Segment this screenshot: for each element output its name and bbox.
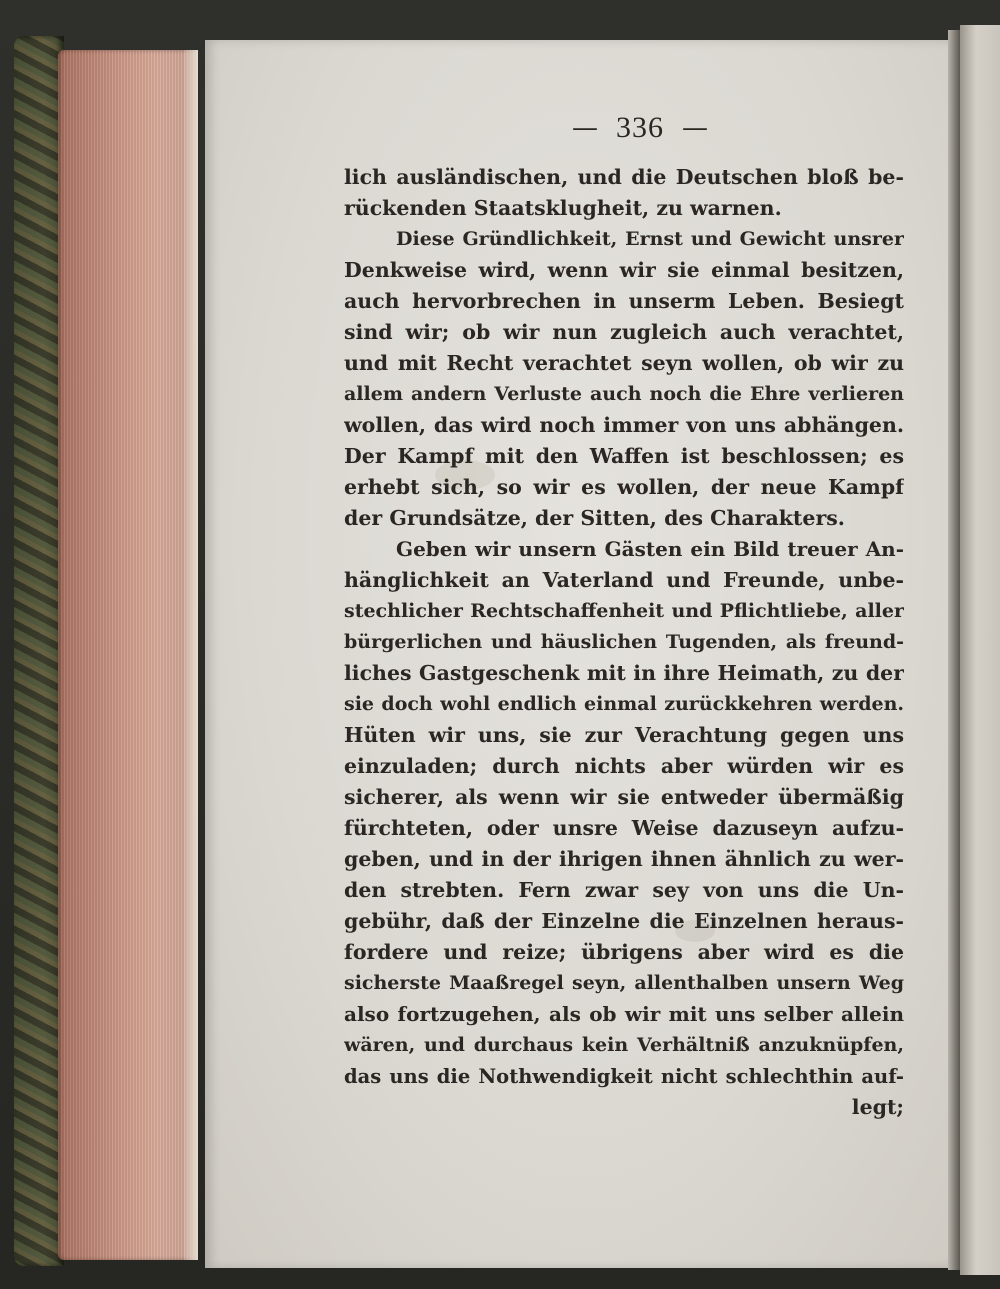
text-line: erhebt sich, so wir es wollen, der neue Kampf (344, 475, 904, 499)
text-line: der Grundsätze, der Sitten, des Charakters. (344, 506, 845, 530)
text-line: fordere und reize; übrigens aber wird es die (344, 940, 904, 964)
page-block-edge (58, 50, 198, 1260)
text-line: sicherste Maaßregel seyn, allenthalben unsern Weg (344, 972, 904, 994)
catchword: legt; (851, 1095, 904, 1119)
page-number: 336 (616, 111, 664, 144)
header-dash-left: — (572, 113, 598, 143)
page-header (540, 108, 740, 148)
text-line: fürchteten, oder unsre Weise dazuseyn aufzu- (344, 816, 904, 840)
text-line: also fortzugehen, als ob wir mit uns selber allein (344, 1002, 904, 1026)
text-line: wollen, das wird noch immer von uns abhängen. (344, 413, 904, 437)
text-line: sind wir; ob wir nun zugleich auch verachtet, (344, 320, 904, 344)
text-line: sie doch wohl endlich einmal zurückkehren werden. (344, 693, 904, 715)
text-line: und mit Recht verachtet seyn wollen, ob wir zu (344, 351, 904, 375)
text-line: liches Gastgeschenk mit in ihre Heimath, zu der (344, 661, 904, 685)
text-line: Denkweise wird, wenn wir sie einmal besitzen, (344, 258, 904, 282)
text-line: den strebten. Fern zwar sey von uns die Un- (344, 878, 904, 902)
text-line: Geben wir unsern Gästen ein Bild treuer An- (396, 537, 904, 561)
body-text (344, 162, 904, 1172)
marbled-cover (14, 36, 64, 1266)
text-line: auch hervorbrechen in unserm Leben. Besiegt (344, 289, 904, 313)
text-line: das uns die Nothwendigkeit nicht schlechthin auf- (344, 1065, 904, 1088)
text-line: Hüten wir uns, sie zur Verachtung gegen uns (344, 723, 904, 747)
text-line: stechlicher Rechtschaffenheit und Pflichtliebe, aller (344, 600, 904, 622)
text-line: Diese Gründlichkeit, Ernst und Gewicht unsrer (396, 228, 904, 250)
text-line: rückenden Staatsklugheit, zu warnen. (344, 196, 782, 220)
text-line: gebühr, daß der Einzelne die Einzelnen heraus- (344, 909, 904, 933)
text-line: wären, und durchaus kein Verhältniß anzuknüpfen, (344, 1034, 904, 1056)
text-line: bürgerlichen und häuslichen Tugenden, als freund- (344, 631, 904, 653)
text-line: Der Kampf mit den Waffen ist beschlossen; es (344, 444, 904, 468)
text-line: hänglichkeit an Vaterland und Freunde, unbe- (344, 568, 904, 592)
text-line: lich ausländischen, und die Deutschen bloß be- (344, 165, 904, 189)
text-line: sicherer, als wenn wir sie entweder übermäßig (344, 785, 904, 809)
text-line: einzuladen; durch nichts aber würden wir es (344, 754, 904, 778)
text-line: geben, und in der ihrigen ihnen ähnlich zu wer- (344, 847, 904, 871)
header-dash-right: — (682, 113, 708, 143)
text-line: allem andern Verluste auch noch die Ehre verlieren (344, 383, 904, 405)
facing-page-edge (960, 25, 1000, 1275)
